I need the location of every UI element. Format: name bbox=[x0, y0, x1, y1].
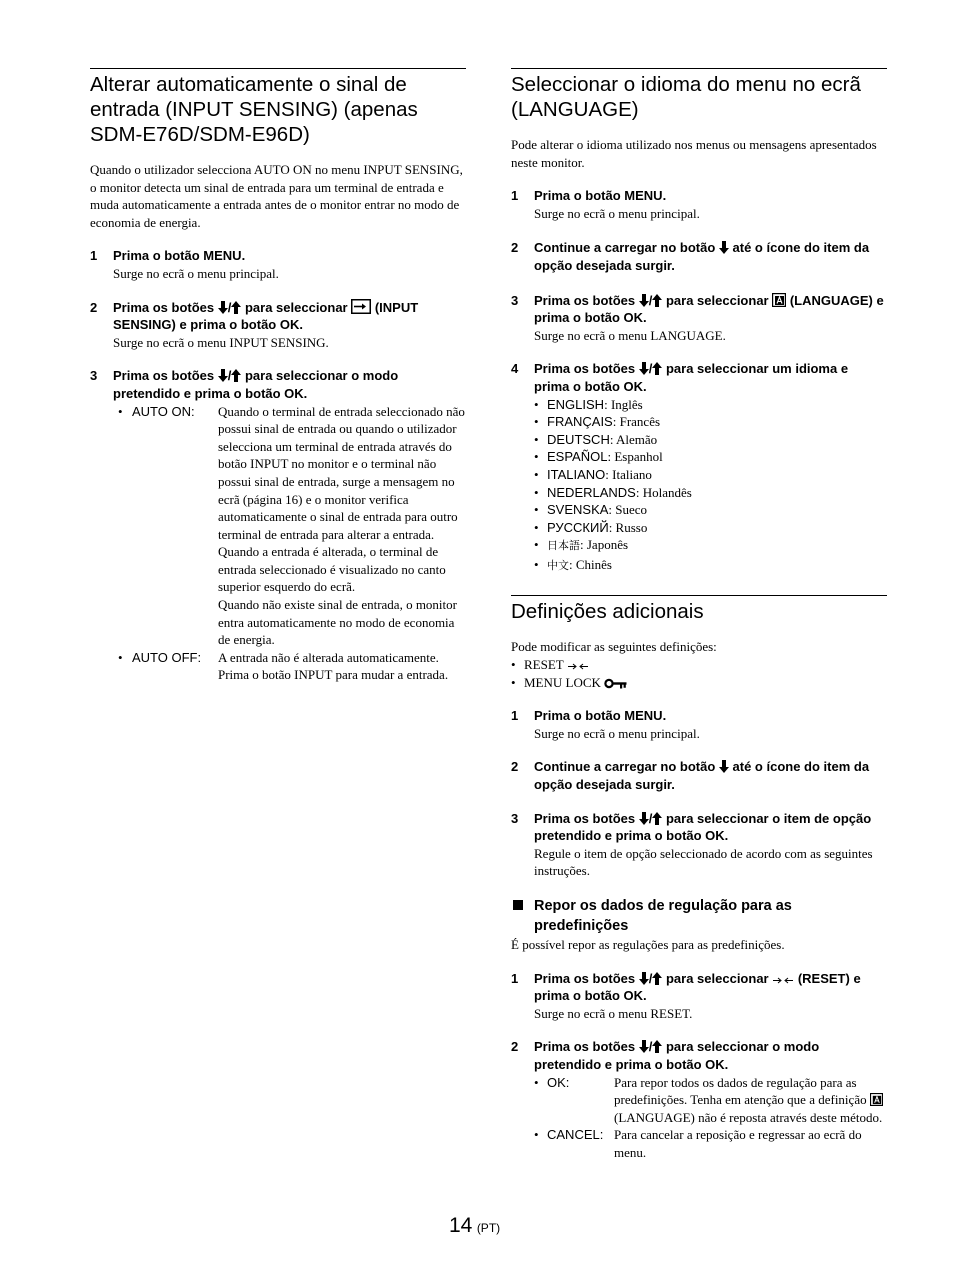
option-desc: A entrada não é alterada automaticamente. Prima o botão INPUT para mudar a entrada. bbox=[218, 649, 449, 683]
step-3 bbox=[90, 367, 466, 402]
left-column bbox=[90, 68, 466, 684]
option-desc: Para cancelar a reposição e regressar ao ecrã do menu. bbox=[614, 1127, 862, 1160]
arrow-up-icon bbox=[652, 812, 662, 825]
lang-step-3 bbox=[511, 292, 887, 327]
step-number: 3 bbox=[90, 368, 98, 384]
page-language: (PT) bbox=[476, 1221, 501, 1235]
language-translation: : Russo bbox=[608, 519, 648, 535]
arrow-down-icon bbox=[639, 972, 649, 985]
add-step-3 bbox=[511, 810, 887, 845]
step-number: 2 bbox=[90, 299, 98, 315]
step-text: para seleccionar um idioma e prima o botão OK. bbox=[534, 361, 849, 394]
reset-step-1 bbox=[511, 970, 887, 1005]
arrow-down-icon bbox=[719, 760, 729, 773]
option-ok bbox=[511, 1074, 887, 1127]
page-number: 14 bbox=[449, 1214, 473, 1237]
step-desc: Surge no ecrã o menu RESET. bbox=[534, 1005, 693, 1021]
step-text: Continue a carregar no botão bbox=[534, 759, 719, 775]
arrow-down-icon bbox=[639, 362, 649, 375]
subheading-text: Repor os dados de regulação para as predefinições bbox=[534, 898, 792, 934]
page-footer bbox=[449, 1214, 500, 1238]
step-text: Prima os botões bbox=[113, 299, 218, 315]
step-1-desc: Surge no ecrã o menu principal. bbox=[113, 265, 279, 281]
option-cancel bbox=[511, 1126, 887, 1161]
right-column bbox=[511, 68, 887, 1162]
reset-icon bbox=[567, 662, 589, 671]
menu-lock-item: • MENU LOCK bbox=[511, 674, 887, 692]
language-name: DEUTSCH bbox=[547, 431, 610, 447]
arrow-down-icon bbox=[639, 294, 649, 307]
step-text: Prima os botões bbox=[534, 970, 639, 986]
arrow-down-icon bbox=[218, 369, 228, 382]
step-number: 3 bbox=[511, 292, 519, 308]
language-name: FRANÇAIS bbox=[547, 414, 613, 430]
bullet: • bbox=[118, 649, 123, 665]
bullet: • bbox=[534, 1074, 539, 1090]
language-name: ITALIANO bbox=[547, 466, 606, 482]
slash: / bbox=[227, 299, 232, 315]
lang-step-1 bbox=[511, 187, 887, 205]
language-translation: : Japonês bbox=[580, 537, 629, 553]
step-number: 3 bbox=[511, 810, 519, 826]
reset-step-2 bbox=[511, 1038, 887, 1073]
option-key: OK: bbox=[547, 1074, 570, 1090]
step-text: Prima o botão MENU. bbox=[113, 248, 246, 264]
language-name: SVENSKA bbox=[547, 502, 609, 518]
option-key: CANCEL: bbox=[547, 1127, 604, 1143]
arrow-up-icon bbox=[231, 369, 241, 382]
square-bullet-icon bbox=[513, 900, 523, 910]
step-text: para seleccionar o modo pretendido e prima o botão OK. bbox=[534, 1039, 820, 1072]
bullet: • bbox=[118, 403, 123, 419]
language-translation: : Inglês bbox=[604, 396, 643, 412]
add-step-2 bbox=[511, 758, 887, 793]
input-sensing-intro: Quando o utilizador selecciona AUTO ON no menu INPUT SENSING, o monitor detecta um sinal de entrada para um terminal de entrada e muda automaticamente a entrada antes de o monitor entrar no modo de economia de energia. bbox=[90, 162, 463, 230]
step-text: (RESET) e prima o botão OK. bbox=[534, 970, 861, 1004]
language-translation: : Francês bbox=[612, 414, 661, 430]
language-name: ENGLISH bbox=[547, 396, 605, 412]
language-item: • ITALIANO: Italiano bbox=[534, 466, 652, 482]
arrow-up-icon bbox=[652, 1040, 662, 1053]
item-label: RESET bbox=[524, 657, 564, 673]
language-translation: : Sueco bbox=[608, 502, 648, 518]
option-auto-on bbox=[90, 403, 466, 649]
language-name: РУССКИЙ bbox=[547, 519, 609, 535]
step-desc: Surge no ecrã o menu principal. bbox=[534, 205, 700, 221]
step-text: para seleccionar o item de opção pretendido e prima o botão OK. bbox=[534, 810, 872, 844]
step-number: 2 bbox=[511, 759, 519, 775]
step-text: Prima os botões bbox=[534, 292, 639, 308]
slash: / bbox=[648, 1039, 653, 1055]
language-translation: : Chinês bbox=[569, 556, 612, 572]
option-auto-off bbox=[90, 649, 466, 684]
arrow-down-icon bbox=[719, 241, 729, 254]
item-label: MENU LOCK bbox=[524, 674, 601, 690]
reset-item: • RESET bbox=[511, 656, 887, 674]
language-translation: : Espanhol bbox=[607, 449, 663, 465]
step-text: Continue a carregar no botão bbox=[534, 240, 719, 256]
language-name: 中文 bbox=[547, 559, 569, 572]
step-number: 1 bbox=[90, 248, 98, 264]
language-item: • ESPAÑOL: Espanhol bbox=[534, 449, 663, 465]
step-text: para seleccionar o modo pretendido e prima o botão OK. bbox=[113, 368, 399, 401]
language-item: • 日本語: Japonês bbox=[534, 537, 629, 553]
arrow-down-icon bbox=[218, 301, 228, 314]
step-text: Prima os botões bbox=[113, 368, 218, 384]
step-text: (INPUT SENSING) e prima o botão OK. bbox=[113, 299, 419, 333]
arrow-up-icon bbox=[652, 294, 662, 307]
step-desc: Regule o item de opção seleccionado de acordo com as seguintes instruções. bbox=[534, 845, 873, 879]
arrow-up-icon bbox=[652, 972, 662, 985]
input-sensing-heading: Alterar automaticamente o sinal de entrada (INPUT SENSING) (apenas SDM-E76D/SDM-E96D) bbox=[90, 68, 466, 147]
arrow-up-icon bbox=[652, 362, 662, 375]
step-2-desc: Surge no ecrã o menu INPUT SENSING. bbox=[113, 334, 329, 350]
step-text: Prima os botões bbox=[534, 1039, 639, 1055]
step-number: 1 bbox=[511, 970, 519, 986]
step-1 bbox=[90, 247, 466, 265]
option-desc: (LANGUAGE) não é reposta através deste método. bbox=[614, 1109, 883, 1125]
additional-settings-heading: Definições adicionais bbox=[511, 595, 887, 624]
option-desc: Quando não existe sinal de entrada, o monitor entra automaticamente no modo de economia de energia. bbox=[218, 597, 457, 648]
step-text: para seleccionar bbox=[241, 299, 352, 315]
language-item: • 中文: Chinês bbox=[534, 556, 612, 572]
step-text: (LANGUAGE) e prima o botão OK. bbox=[534, 292, 884, 326]
language-item: • NEDERLANDS: Holandês bbox=[534, 484, 692, 500]
language-icon bbox=[772, 293, 786, 307]
language-translation: : Alemão bbox=[609, 431, 658, 447]
bullet: • bbox=[534, 1127, 539, 1143]
step-text: para seleccionar bbox=[662, 292, 773, 308]
language-item: • ENGLISH: Inglês bbox=[534, 396, 643, 412]
slash: / bbox=[227, 368, 232, 384]
step-text: Prima o botão MENU. bbox=[534, 188, 667, 204]
slash: / bbox=[648, 361, 653, 377]
slash: / bbox=[648, 810, 653, 826]
arrow-up-icon bbox=[231, 301, 241, 314]
option-desc: Para repor todos os dados de regulação para as predefinições. Tenha em atenção que a definição bbox=[614, 1074, 870, 1108]
step-text: Prima os botões bbox=[534, 361, 639, 377]
arrow-down-icon bbox=[639, 812, 649, 825]
language-item: • FRANÇAIS: Francês bbox=[534, 414, 661, 430]
key-icon bbox=[604, 678, 627, 689]
option-desc: Quando a entrada é alterada, o terminal de entrada seleccionado é visualizado no canto superior esquerdo do ecrã. bbox=[218, 544, 446, 595]
step-number: 1 bbox=[511, 188, 519, 204]
input-sensing-icon bbox=[351, 299, 371, 314]
language-list bbox=[511, 396, 887, 576]
language-item: • DEUTSCH: Alemão bbox=[534, 431, 658, 447]
step-number: 2 bbox=[511, 240, 519, 256]
language-translation: : Holandês bbox=[635, 484, 692, 500]
slash: / bbox=[648, 970, 653, 986]
step-text: até o ícone do item da opção desejada surgir. bbox=[534, 240, 870, 273]
language-name: ESPAÑOL bbox=[547, 449, 608, 465]
step-number: 1 bbox=[511, 708, 519, 724]
language-heading: Seleccionar o idioma do menu no ecrã (LANGUAGE) bbox=[511, 68, 887, 122]
language-name: 日本語 bbox=[547, 540, 580, 553]
lang-step-4 bbox=[511, 360, 887, 395]
add-step-1 bbox=[511, 707, 887, 725]
reset-subheading bbox=[511, 896, 887, 936]
step-text: para seleccionar bbox=[662, 970, 773, 986]
step-text: Prima os botões bbox=[534, 810, 639, 826]
step-desc: Surge no ecrã o menu LANGUAGE. bbox=[534, 327, 726, 343]
language-icon bbox=[870, 1093, 883, 1106]
language-item: • SVENSKA: Sueco bbox=[534, 502, 648, 518]
language-name: NEDERLANDS bbox=[547, 484, 636, 500]
language-translation: : Italiano bbox=[605, 466, 652, 482]
step-2 bbox=[90, 299, 466, 334]
language-intro: Pode alterar o idioma utilizado nos menus ou mensagens apresentados neste monitor. bbox=[511, 137, 877, 170]
reset-icon bbox=[772, 976, 794, 985]
arrow-down-icon bbox=[639, 1040, 649, 1053]
reset-intro: É possível repor as regulações para as predefinições. bbox=[511, 937, 785, 952]
step-text: até o ícone do item da opção desejada surgir. bbox=[534, 759, 870, 793]
additional-intro: Pode modificar as seguintes definições: bbox=[511, 639, 717, 655]
option-desc: Quando o terminal de entrada seleccionado não possui sinal de entrada ou quando o utilizador selecciona um terminal de entrada através do botão INPUT no monitor e o terminal não possui sinal de entrada, surge a mensagem no ecrã (página 16) e o monitor verifica automaticamente o sinal de entrada para outro terminal de entrada para alterar a entrada. bbox=[218, 403, 465, 542]
step-number: 4 bbox=[511, 361, 519, 377]
step-desc: Surge no ecrã o menu principal. bbox=[534, 725, 700, 741]
step-number: 2 bbox=[511, 1039, 519, 1055]
lang-step-2 bbox=[511, 239, 887, 274]
slash: / bbox=[648, 292, 653, 308]
step-text: Prima o botão MENU. bbox=[534, 708, 667, 724]
language-item: • РУССКИЙ: Russo bbox=[534, 519, 648, 535]
option-key: AUTO ON: bbox=[132, 403, 195, 419]
option-key: AUTO OFF: bbox=[132, 649, 202, 665]
